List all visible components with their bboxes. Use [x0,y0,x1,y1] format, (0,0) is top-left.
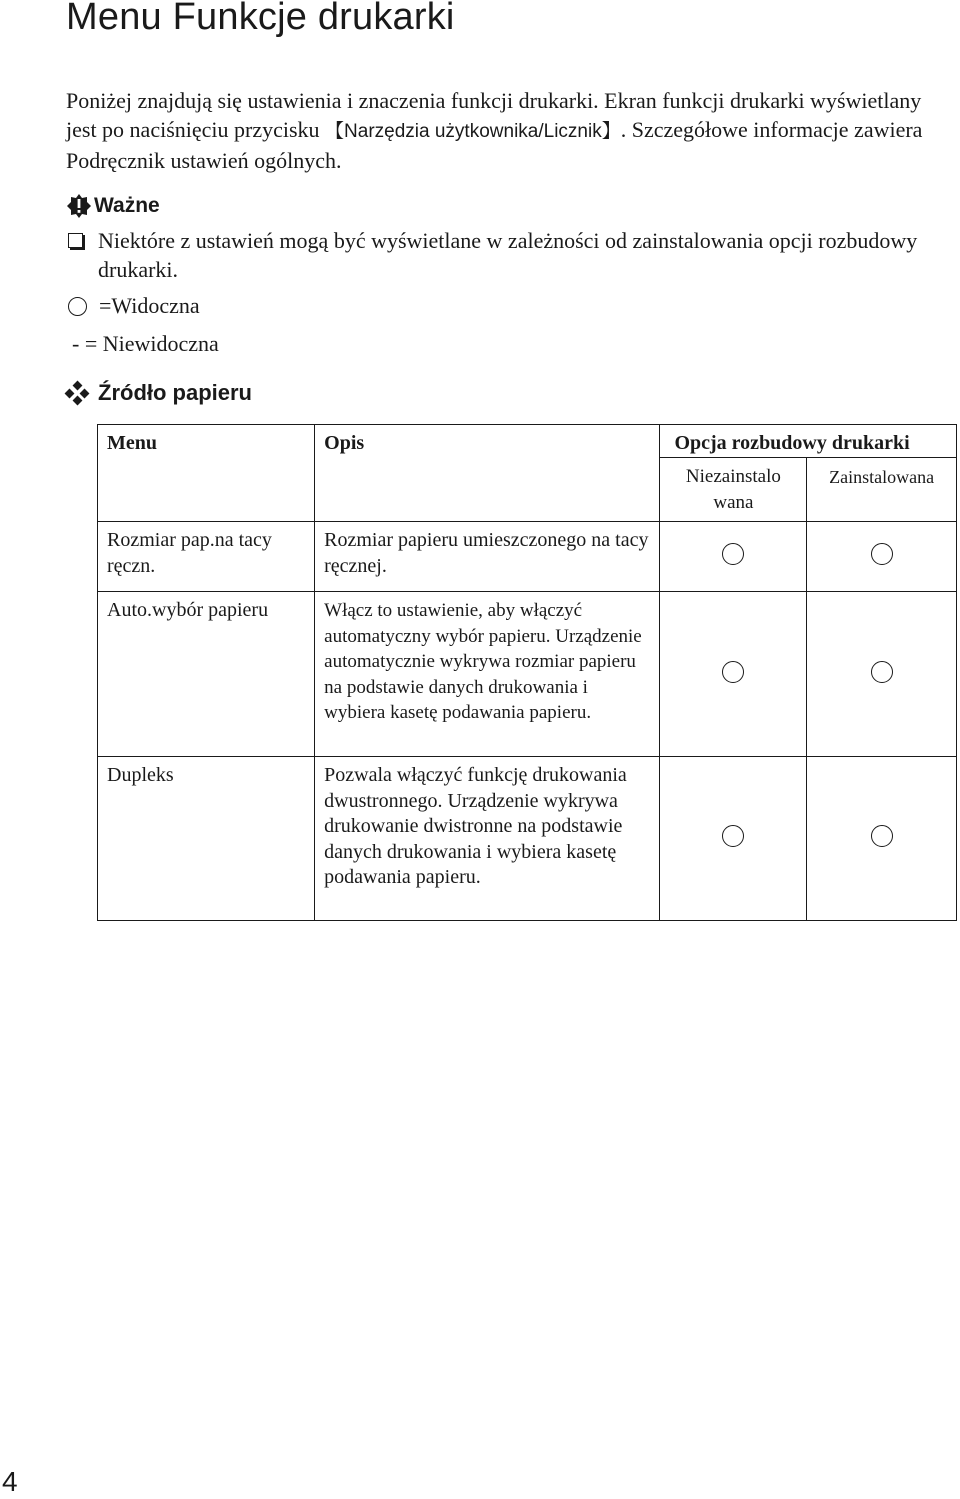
key-name: 【Narzędzia użytkownika/Licznik】 [325,121,621,142]
row-1-installed [807,522,957,592]
legend-visible-label: =Widoczna [99,293,200,318]
intro-paragraph [66,86,956,175]
table-row [98,522,957,592]
circle-icon [871,825,893,847]
row-1-not-installed [660,522,807,592]
circle-icon [871,661,893,683]
header-menu [98,425,315,458]
header-option [660,425,957,458]
circle-icon [68,297,87,316]
important-icon [66,193,92,219]
legend-hidden [66,331,219,357]
important-note [68,226,956,284]
section-heading [66,380,252,406]
row-1-menu-text: Rozmiar pap.na tacy ręczn. [107,529,272,577]
circle-icon [722,543,744,565]
intro-text-before: Poniżej znajdują się ustawienia i znaczenia funkcji drukarki. Ekran funkcji drukarki wyświetlany jest po naciśnięciu przycisku [66,88,922,142]
diamond-bullet-icon [66,382,88,404]
row-1-description-text: Rozmiar papieru umieszczonego na tacy ręcznej. [324,529,649,577]
legend-visible [66,293,200,319]
important-label: Ważne [94,194,160,217]
section-title: Źródło papieru [98,380,252,405]
header-option-text: Opcja rozbudowy drukarki [674,432,910,454]
row-3-menu [98,757,315,921]
circle-icon [722,661,744,683]
intro-text-after: . Szczegółowe informacje zawiera Podręcznik ustawień ogólnych. [66,117,923,173]
row-3-description-text: Pozwala włączyć funkcję drukowania dwustronnego. Urządzenie wykrywa drukowanie dwistronne na podstawie danych drukowania i wybiera kasetę podawania papieru. [324,764,627,888]
row-2-description-text: Włącz to ustawienie, aby włączyć automatyczny wybór papieru. Urządzenie automatycznie wykrywa rozmiar papieru na podstawie danych drukowania i wybiera kasetę podawania papieru. [324,600,642,723]
row-1-description [315,522,660,592]
header-menu-text: Menu [107,432,157,454]
row-2-description [315,592,660,757]
row-3-description [315,757,660,921]
important-heading [66,193,160,219]
header-installed [807,457,957,522]
page-number: 4 [2,1466,18,1497]
header-description-text: Opis [324,432,365,454]
header-installed-text: Zainstalowana [829,466,935,487]
legend-hidden-label: - = Niewidoczna [72,331,219,356]
row-3-installed [807,757,957,921]
checkbox-bullet-icon [68,233,83,248]
table-subheader-row [98,457,957,522]
table-row [98,757,957,921]
row-2-installed [807,592,957,757]
header-not-installed [660,457,807,522]
circle-icon [871,543,893,565]
subheader-empty-2 [315,457,660,522]
row-3-not-installed [660,757,807,921]
row-3-menu-text: Dupleks [107,764,174,786]
row-2-menu-text: Auto.wybór papieru [107,599,269,621]
row-1-menu [98,522,315,592]
page-title: Menu Funkcje drukarki [66,0,455,38]
header-not-installed-text: Niezainstalo wana [685,465,781,513]
table-header-row [98,425,957,458]
important-note-text: Niektóre z ustawień mogą być wyświetlane w zależności od zainstalowania opcji rozbudowy drukarki. [98,228,918,282]
row-2-not-installed [660,592,807,757]
header-description [315,425,660,458]
circle-icon [722,825,744,847]
settings-table [97,424,957,921]
table-row [98,592,957,757]
subheader-empty-1 [98,457,315,522]
row-2-menu [98,592,315,757]
